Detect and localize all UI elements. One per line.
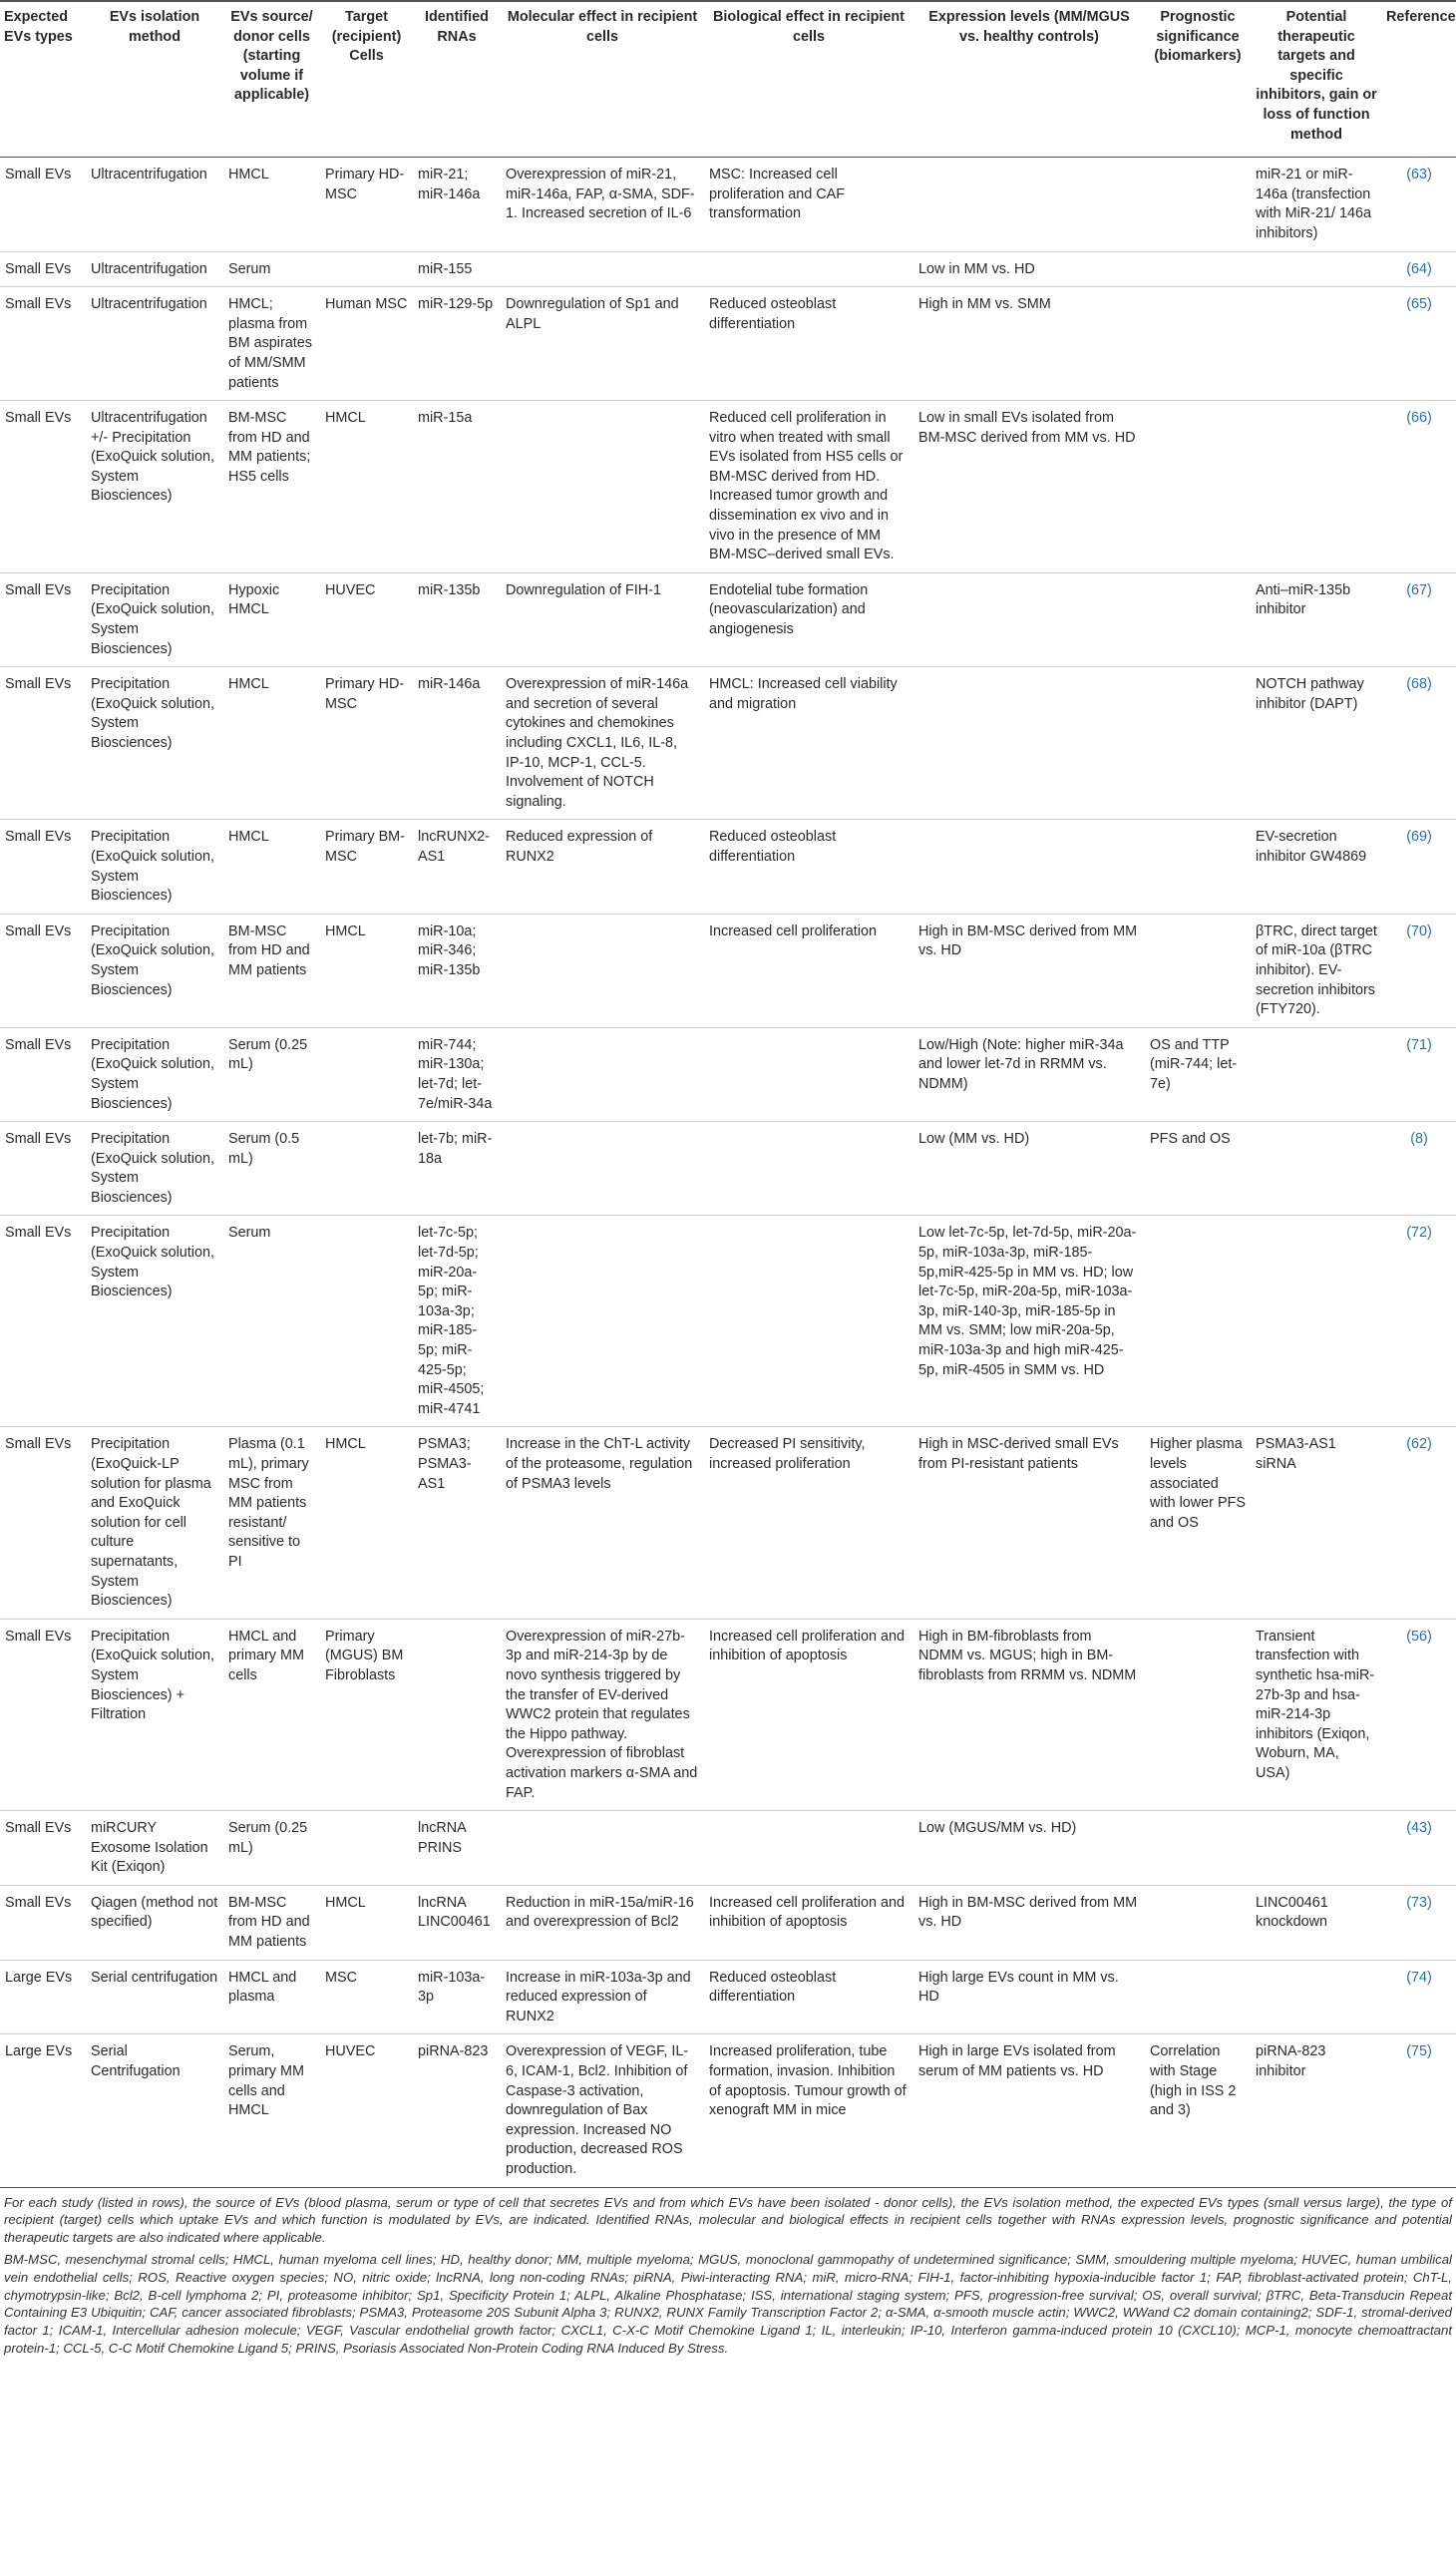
reference-cell[interactable]: (67) — [1382, 572, 1456, 666]
table-cell — [704, 1122, 913, 1216]
table-cell: NOTCH pathway inhibitor (DAPT) — [1251, 667, 1382, 820]
table-cell — [501, 401, 704, 573]
table-cell: miR-21; miR-146a — [413, 158, 501, 251]
table-cell — [704, 1216, 913, 1427]
table-cell: Precipitation (ExoQuick solution, System Biosciences) — [86, 572, 223, 666]
table-cell: Serum, primary MM cells and HMCL — [223, 2034, 320, 2187]
reference-cell[interactable]: (62) — [1382, 1427, 1456, 1619]
table-cell: Serum (0.5 mL) — [223, 1122, 320, 1216]
table-cell: BM-MSC from HD and MM patients — [223, 914, 320, 1027]
table-cell: Qiagen (method not specified) — [86, 1885, 223, 1960]
table-cell: Reduced osteoblast differentiation — [704, 820, 913, 914]
reference-cell[interactable]: (69) — [1382, 820, 1456, 914]
table-cell — [1145, 158, 1251, 251]
table-cell: Small EVs — [0, 1216, 86, 1427]
table-row — [0, 1960, 1456, 2034]
table-cell: miR-10a; miR-346; miR-135b — [413, 914, 501, 1027]
table-cell: HMCL: Increased cell viability and migration — [704, 667, 913, 820]
table-cell: Increase in the ChT-L activity of the proteasome, regulation of PSMA3 levels — [501, 1427, 704, 1619]
table-cell: Serum (0.25 mL) — [223, 1027, 320, 1121]
table-cell: Serum — [223, 251, 320, 287]
table-cell: let-7b; miR-18a — [413, 1122, 501, 1216]
table-cell: Ultracentrifugation — [86, 287, 223, 401]
table-row — [0, 158, 1456, 251]
table-footnote — [0, 2188, 1456, 2358]
table-row — [0, 1885, 1456, 1960]
table-cell: HMCL — [223, 820, 320, 914]
table-cell: Transient transfection with synthetic hsa-miR-27b-3p and hsa-miR-214-3p inhibitors (Exiqon, Woburn, MA, USA) — [1251, 1619, 1382, 1810]
table-cell: Increased cell proliferation and inhibition of apoptosis — [704, 1619, 913, 1810]
footnote-abbreviations: BM-MSC, mesenchymal stromal cells; HMCL, human myeloma cell lines; HD, healthy donor; MM, multiple myeloma; MGUS, monoclonal gammopathy of undetermined significance; SMM, smouldering multiple myeloma; HUVEC, human umbilical vein endothelial cells; ROS, Reactive oxygen species; NO, nitric oxide; lncRNA, long non-coding RNAs; piRNA, Piwi-interacting RNA; miR, micro-RNA; FIH-1, factor-inhibiting hypoxia-inducible factor 1; FAP, fibroblast-activated protein; ChT-L, chymotrypsin-like; Bcl2, B-cell lymphoma 2; PI, proteasome inhibitor; Sp1, Specificity Protein 1; ALPL, Alkaline Phosphatase; ISS, international staging system; PFS, progression-free survival; OS, overall survival; βTRC, Beta-Transducin Repeat Containing E3 Ubiquitin; CAF, cancer associated fibroblasts; PSMA3, Proteasome 20S Subunit Alpha 3; RUNX2, RUNX Family Transcription Factor 2; α-SMA, α-smooth muscle actin; WWC2, WWand C2 domain containing2; SDF-1, stromal-derived factor 1; ICAM-1, Intercellular adhesion molecule; VEGF, Vascular endothelial growth factor; CXCL1, C-X-C Motif Chemokine Ligand 1; IL, interleukin; IP-10, Interferon gamma-induced protein 10 (CXCL10); MCP-1, monocyte chemoattractant protein-1; CCL-5, C-C Motif Chemokine Ligand 5; PRINS, Psoriasis Associated Non-Protein Coding RNA Induced By Stress. — [4, 2251, 1452, 2356]
table-cell — [1251, 1027, 1382, 1121]
table-cell: Small EVs — [0, 1885, 86, 1960]
table-cell: Small EVs — [0, 287, 86, 401]
table-cell: Primary (MGUS) BM Fibroblasts — [320, 1619, 413, 1810]
table-cell: MSC — [320, 1960, 413, 2034]
table-row — [0, 1027, 1456, 1121]
header-target-cells: Target (recipient) Cells — [320, 1, 413, 158]
table-cell: PSMA3; PSMA3-AS1 — [413, 1427, 501, 1619]
table-cell: PSMA3-AS1 siRNA — [1251, 1427, 1382, 1619]
table-cell: Small EVs — [0, 401, 86, 573]
table-cell — [1145, 820, 1251, 914]
table-cell: OS and TTP (miR-744; let-7e) — [1145, 1027, 1251, 1121]
table-cell: Primary HD-MSC — [320, 667, 413, 820]
table-cell: High in BM-MSC derived from MM vs. HD — [913, 1885, 1145, 1960]
table-cell: Small EVs — [0, 1811, 86, 1886]
table-cell — [1145, 401, 1251, 573]
table-cell: Endotelial tube formation (neovascularization) and angiogenesis — [704, 572, 913, 666]
table-cell — [320, 1027, 413, 1121]
header-identified-rnas: Identified RNAs — [413, 1, 501, 158]
table-cell: Ultracentrifugation +/- Precipitation (ExoQuick solution, System Biosciences) — [86, 401, 223, 573]
table-row — [0, 1122, 1456, 1216]
table-cell: Overexpression of miR-146a and secretion of several cytokines and chemokines including CXCL1, IL6, IL-8, IP-10, MCP-1, CCL-5. Involvement of NOTCH signaling. — [501, 667, 704, 820]
table-cell — [1251, 1216, 1382, 1427]
table-cell: Downregulation of FIH-1 — [501, 572, 704, 666]
table-cell — [501, 914, 704, 1027]
table-cell: BM-MSC from HD and MM patients — [223, 1885, 320, 1960]
table-cell — [1145, 1619, 1251, 1810]
table-cell — [413, 1619, 501, 1810]
table-cell: HMCL — [320, 401, 413, 573]
table-cell: βTRC, direct target of miR-10a (βTRC inhibitor). EV-secretion inhibitors (FTY720). — [1251, 914, 1382, 1027]
table-row — [0, 2034, 1456, 2187]
table-cell — [1145, 572, 1251, 666]
table-cell: Ultracentrifugation — [86, 158, 223, 251]
table-cell: Reduced osteoblast differentiation — [704, 287, 913, 401]
table-cell: High in MSC-derived small EVs from PI-resistant patients — [913, 1427, 1145, 1619]
header-molecular-effect: Molecular effect in recipient cells — [501, 1, 704, 158]
table-cell: Precipitation (ExoQuick solution, System Biosciences) — [86, 820, 223, 914]
header-prognostic-significance: Prognostic significance (biomarkers) — [1145, 1, 1251, 158]
table-cell: High in large EVs isolated from serum of MM patients vs. HD — [913, 2034, 1145, 2187]
header-reference: Reference — [1382, 1, 1456, 158]
reference-cell[interactable]: (65) — [1382, 287, 1456, 401]
table-cell — [1251, 401, 1382, 573]
table-cell — [501, 1122, 704, 1216]
table-cell: Hypoxic HMCL — [223, 572, 320, 666]
table-cell: High in MM vs. SMM — [913, 287, 1145, 401]
table-cell — [1145, 667, 1251, 820]
table-cell: Overexpression of VEGF, IL-6, ICAM-1, Bcl2. Inhibition of Caspase-3 activation, downregulation of Bax expression. Increased NO production, decreased ROS production. — [501, 2034, 704, 2187]
table-cell: HMCL; plasma from BM aspirates of MM/SMM patients — [223, 287, 320, 401]
table-cell — [1251, 1811, 1382, 1886]
table-cell — [320, 251, 413, 287]
reference-cell[interactable]: (43) — [1382, 1811, 1456, 1886]
reference-cell[interactable]: (75) — [1382, 2034, 1456, 2187]
table-cell: Increase in miR-103a-3p and reduced expression of RUNX2 — [501, 1960, 704, 2034]
table-cell — [1145, 251, 1251, 287]
table-cell: Correlation with Stage (high in ISS 2 and 3) — [1145, 2034, 1251, 2187]
table-cell — [913, 572, 1145, 666]
table-cell: HMCL — [320, 914, 413, 1027]
table-cell: Primary HD-MSC — [320, 158, 413, 251]
table-cell — [1251, 1960, 1382, 2034]
table-cell: Precipitation (ExoQuick solution, System Biosciences) — [86, 1027, 223, 1121]
table-cell — [913, 667, 1145, 820]
header-therapeutic-targets: Potential therapeutic targets and specific inhibitors, gain or loss of function method — [1251, 1, 1382, 158]
table-row — [0, 1216, 1456, 1427]
table-cell: Increased cell proliferation — [704, 914, 913, 1027]
table-cell: LINC00461 knockdown — [1251, 1885, 1382, 1960]
table-cell: Serum — [223, 1216, 320, 1427]
table-cell: Serum (0.25 mL) — [223, 1811, 320, 1886]
table-cell: Small EVs — [0, 158, 86, 251]
table-cell: BM-MSC from HD and MM patients; HS5 cells — [223, 401, 320, 573]
reference-cell[interactable]: (74) — [1382, 1960, 1456, 2034]
table-cell — [501, 1216, 704, 1427]
table-cell: Small EVs — [0, 1122, 86, 1216]
table-cell — [1145, 1885, 1251, 1960]
table-cell: Reduced expression of RUNX2 — [501, 820, 704, 914]
table-cell: lncRUNX2-AS1 — [413, 820, 501, 914]
table-cell: Small EVs — [0, 572, 86, 666]
table-cell: lncRNA PRINS — [413, 1811, 501, 1886]
table-cell: Reduced cell proliferation in vitro when treated with small EVs isolated from HS5 cells or BM-MSC derived from HD. Increased tumor growth and dissemination ex vivo and in vivo in the presence of MM BM-MSC–derived small EVs. — [704, 401, 913, 573]
header-isolation-method: EVs isolation method — [86, 1, 223, 158]
reference-cell[interactable]: (63) — [1382, 158, 1456, 251]
table-cell — [704, 1811, 913, 1886]
reference-cell[interactable]: (71) — [1382, 1027, 1456, 1121]
table-row — [0, 1619, 1456, 1810]
table-cell: Ultracentrifugation — [86, 251, 223, 287]
table-cell: miR-21 or miR-146a (transfection with MiR-21/ 146a inhibitors) — [1251, 158, 1382, 251]
table-cell: miR-129-5p — [413, 287, 501, 401]
table-cell — [1251, 251, 1382, 287]
table-cell: miR-15a — [413, 401, 501, 573]
table-cell: Large EVs — [0, 2034, 86, 2187]
table-cell: HMCL and primary MM cells — [223, 1619, 320, 1810]
table-cell: Downregulation of Sp1 and ALPL — [501, 287, 704, 401]
table-cell: Low (MM vs. HD) — [913, 1122, 1145, 1216]
table-header — [0, 1, 1456, 158]
table-cell: Small EVs — [0, 667, 86, 820]
table-row — [0, 1811, 1456, 1886]
table-cell: lncRNA LINC00461 — [413, 1885, 501, 1960]
reference-cell[interactable]: (66) — [1382, 401, 1456, 573]
table-cell: High large EVs count in MM vs. HD — [913, 1960, 1145, 2034]
table-cell — [320, 1122, 413, 1216]
table-cell: Anti–miR-135b inhibitor — [1251, 572, 1382, 666]
table-cell — [501, 251, 704, 287]
table-cell: Precipitation (ExoQuick-LP solution for plasma and ExoQuick solution for cell culture supernatants, System Biosciences) — [86, 1427, 223, 1619]
table-cell — [704, 251, 913, 287]
table-cell — [320, 1216, 413, 1427]
header-biological-effect: Biological effect in recipient cells — [704, 1, 913, 158]
table-cell: piRNA-823 inhibitor — [1251, 2034, 1382, 2187]
header-ev-source: EVs source/ donor cells (starting volume if applicable) — [223, 1, 320, 158]
table-row — [0, 1427, 1456, 1619]
table-cell: miR-135b — [413, 572, 501, 666]
table-cell: HUVEC — [320, 572, 413, 666]
table-cell: miR-146a — [413, 667, 501, 820]
table-cell: Precipitation (ExoQuick solution, System Biosciences) — [86, 1216, 223, 1427]
table-cell: Precipitation (ExoQuick solution, System Biosciences) + Filtration — [86, 1619, 223, 1810]
reference-cell[interactable]: (72) — [1382, 1216, 1456, 1427]
table-cell — [913, 820, 1145, 914]
table-cell: Precipitation (ExoQuick solution, System Biosciences) — [86, 1122, 223, 1216]
table-cell: MSC: Increased cell proliferation and CAF transformation — [704, 158, 913, 251]
table-cell: Increased cell proliferation and inhibition of apoptosis — [704, 1885, 913, 1960]
table-cell: Low in MM vs. HD — [913, 251, 1145, 287]
reference-cell[interactable]: (56) — [1382, 1619, 1456, 1810]
table-cell: HMCL — [223, 158, 320, 251]
header-expression-levels: Expression levels (MM/MGUS vs. healthy controls) — [913, 1, 1145, 158]
table-row — [0, 572, 1456, 666]
table-cell: HMCL — [320, 1885, 413, 1960]
table-cell — [1145, 1811, 1251, 1886]
table-cell: Overexpression of miR-27b-3p and miR-214-3p by de novo synthesis triggered by the transfer of EV-derived WWC2 protein that regulates the Hippo pathway. Overexpression of fibroblast activation markers α-SMA and FAP. — [501, 1619, 704, 1810]
table-cell: Overexpression of miR-21, miR-146a, FAP, α-SMA, SDF-1. Increased secretion of IL-6 — [501, 158, 704, 251]
table-cell: Large EVs — [0, 1960, 86, 2034]
table-cell: Decreased PI sensitivity, increased proliferation — [704, 1427, 913, 1619]
table-cell: High in BM-fibroblasts from NDMM vs. MGUS; high in BM-fibroblasts from RRMM vs. NDMM — [913, 1619, 1145, 1810]
header-ev-types: Expected EVs types — [0, 1, 86, 158]
table-cell — [1251, 1122, 1382, 1216]
table-cell: Small EVs — [0, 914, 86, 1027]
table-cell: miR-744; miR-130a; let-7d; let-7e/miR-34a — [413, 1027, 501, 1121]
table-cell: Plasma (0.1 mL), primary MSC from MM patients resistant/ sensitive to PI — [223, 1427, 320, 1619]
table-cell — [1145, 914, 1251, 1027]
table-cell — [1145, 1960, 1251, 2034]
table-cell — [320, 1811, 413, 1886]
table-cell: miRCURY Exosome Isolation Kit (Exiqon) — [86, 1811, 223, 1886]
table-cell: Precipitation (ExoQuick solution, System Biosciences) — [86, 667, 223, 820]
table-cell — [1251, 287, 1382, 401]
table-cell — [501, 1027, 704, 1121]
table-cell: High in BM-MSC derived from MM vs. HD — [913, 914, 1145, 1027]
table-cell: Small EVs — [0, 1619, 86, 1810]
table-cell: Low let-7c-5p, let-7d-5p, miR-20a-5p, miR-103a-3p, miR-185-5p,miR-425-5p in MM vs. HD; low let-7c-5p, miR-20a-5p, miR-103a-3p, miR-140-3p, miR-185-5p in MM vs. SMM; low miR-20a-5p, miR-103a-3p and high miR-425-5p, miR-4505 in SMM vs. HD — [913, 1216, 1145, 1427]
table-cell: HMCL — [223, 667, 320, 820]
table-cell: Small EVs — [0, 1427, 86, 1619]
table-cell: miR-155 — [413, 251, 501, 287]
table-cell: Small EVs — [0, 1027, 86, 1121]
table-cell — [704, 1027, 913, 1121]
reference-cell[interactable]: (70) — [1382, 914, 1456, 1027]
table-cell: EV-secretion inhibitor GW4869 — [1251, 820, 1382, 914]
reference-cell[interactable]: (8) — [1382, 1122, 1456, 1216]
table-cell: Serial centrifugation — [86, 1960, 223, 2034]
table-cell: Small EVs — [0, 820, 86, 914]
reference-cell[interactable]: (64) — [1382, 251, 1456, 287]
table-body — [0, 158, 1456, 2187]
table-cell: miR-103a-3p — [413, 1960, 501, 2034]
table-cell — [1145, 287, 1251, 401]
table-cell: Higher plasma levels associated with lower PFS and OS — [1145, 1427, 1251, 1619]
table-cell: PFS and OS — [1145, 1122, 1251, 1216]
table-row — [0, 914, 1456, 1027]
table-cell: Small EVs — [0, 251, 86, 287]
table-row — [0, 667, 1456, 820]
table-cell: Low in small EVs isolated from BM-MSC derived from MM vs. HD — [913, 401, 1145, 573]
table-row — [0, 251, 1456, 287]
table-cell: Low/High (Note: higher miR-34a and lower let-7d in RRMM vs. NDMM) — [913, 1027, 1145, 1121]
table-cell: piRNA-823 — [413, 2034, 501, 2187]
table-row — [0, 287, 1456, 401]
table-cell — [913, 158, 1145, 251]
table-cell: let-7c-5p; let-7d-5p; miR-20a-5p; miR-103a-3p; miR-185-5p; miR-425-5p; miR-4505; miR-4741 — [413, 1216, 501, 1427]
table-cell: Reduced osteoblast differentiation — [704, 1960, 913, 2034]
table-cell: Precipitation (ExoQuick solution, System Biosciences) — [86, 914, 223, 1027]
table-row — [0, 401, 1456, 573]
reference-cell[interactable]: (73) — [1382, 1885, 1456, 1960]
table-cell: HMCL — [320, 1427, 413, 1619]
table-cell: Human MSC — [320, 287, 413, 401]
table-row — [0, 820, 1456, 914]
table-cell — [501, 1811, 704, 1886]
table-cell: Primary BM-MSC — [320, 820, 413, 914]
table-cell: Low (MGUS/MM vs. HD) — [913, 1811, 1145, 1886]
table-cell: Serial Centrifugation — [86, 2034, 223, 2187]
table-cell: Increased proliferation, tube formation, invasion. Inhibition of apoptosis. Tumour growth of xenograft MM in mice — [704, 2034, 913, 2187]
reference-cell[interactable]: (68) — [1382, 667, 1456, 820]
table-cell: HUVEC — [320, 2034, 413, 2187]
footnote-description: For each study (listed in rows), the source of EVs (blood plasma, serum or type of cell that secretes EVs and from which EVs have been isolated - donor cells), the EVs isolation method, the expected EVs types (small versus large), the type of recipient (target) cells which uptake EVs and which function is modulated by EVs, are indicated. Identified RNAs, molecular and biological effects in recipient cells together with RNAs expression levels, prognostic significance and potential therapeutic targets are also indicated where applicable. — [4, 2194, 1452, 2246]
table-cell: HMCL and plasma — [223, 1960, 320, 2034]
table-cell: Reduction in miR-15a/miR-16 and overexpression of Bcl2 — [501, 1885, 704, 1960]
table-cell — [1145, 1216, 1251, 1427]
